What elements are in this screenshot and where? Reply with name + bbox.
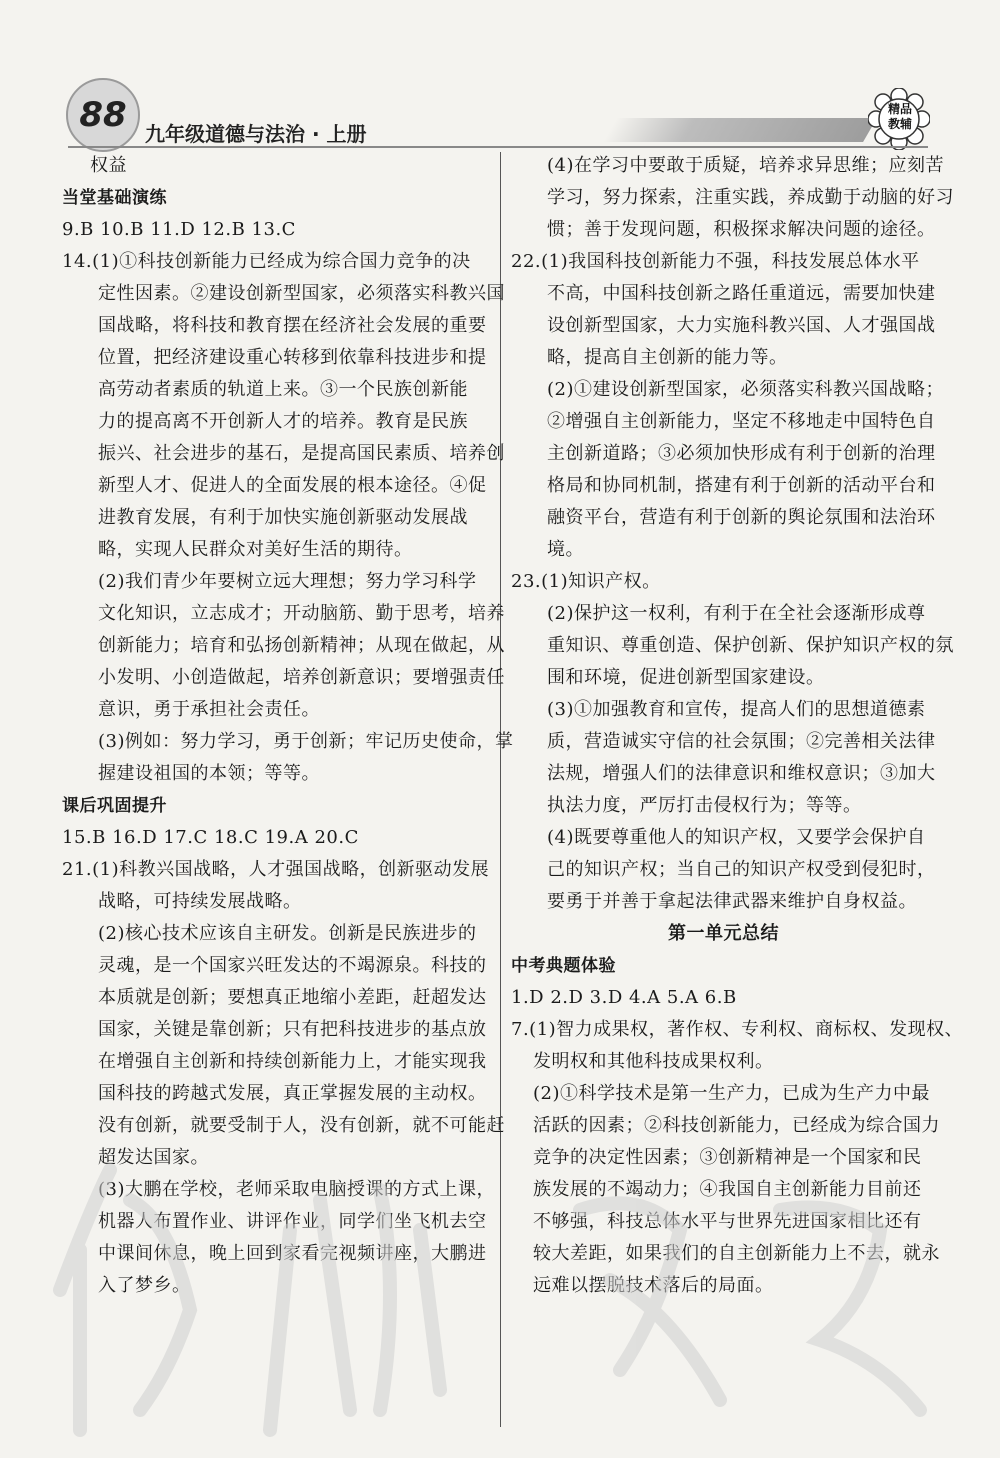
logo-line-2: 教辅 bbox=[887, 117, 912, 131]
text-line: 中考典题体验 bbox=[511, 956, 616, 976]
text-line: 本质就是创新；要想真正地缩小差距，赶超发达 bbox=[98, 987, 487, 1008]
text-line: 竞争的决定性因素；③创新精神是一个国家和民 bbox=[533, 1147, 922, 1168]
text-line: 21.(1)科教兴国战略，人才强国战略，创新驱动发展 bbox=[62, 859, 490, 880]
text-line: (3)①加强教育和宣传，提高人们的思想道德素 bbox=[547, 699, 926, 720]
text-line: 族发展的不竭动力；④我国自主创新能力目前还 bbox=[533, 1179, 922, 1200]
text-line: 握建设祖国的本领；等等。 bbox=[98, 763, 320, 784]
text-line: 灵魂，是一个国家兴旺发达的不竭源泉。科技的 bbox=[98, 955, 487, 976]
text-line: (2)核心技术应该自主研发。创新是民族进步的 bbox=[98, 923, 477, 944]
text-line: 入了梦乡。 bbox=[98, 1275, 191, 1296]
text-line: 要勇于并善于拿起法律武器来维护自身权益。 bbox=[547, 891, 917, 912]
logo-line-1: 精品 bbox=[887, 102, 912, 116]
text-line: 7.(1)智力成果权，著作权、专利权、商标权、发现权、 bbox=[511, 1019, 964, 1040]
text-line: 国战略，将科技和教育摆在经济社会发展的重要 bbox=[98, 315, 487, 336]
text-line: 14.(1)①科技创新能力已经成为综合国力竞争的决 bbox=[62, 251, 471, 272]
page-number-badge bbox=[66, 78, 140, 152]
text-line: 进教育发展，有利于加快实施创新驱动发展战 bbox=[98, 507, 468, 528]
text-line: 课后巩固提升 bbox=[62, 796, 167, 816]
text-line: 远难以摆脱技术落后的局面。 bbox=[533, 1275, 774, 1296]
text-line: 定性因素。②建设创新型国家，必须落实科教兴国 bbox=[98, 283, 505, 304]
text-line: (4)在学习中要敢于质疑，培养求异思维；应刻苦 bbox=[547, 155, 944, 176]
text-line: 略，实现人民群众对美好生活的期待。 bbox=[98, 539, 413, 560]
text-line: 振兴、社会进步的基石，是提高国民素质、培养创 bbox=[98, 443, 505, 464]
text-line: 小发明、小创造做起，培养创新意识；要增强责任 bbox=[98, 667, 505, 688]
text-line: 惯；善于发现问题，积极探求解决问题的途径。 bbox=[547, 219, 936, 240]
text-line: (2)①建设创新型国家，必须落实科教兴国战略； bbox=[547, 379, 944, 400]
column-divider bbox=[500, 152, 501, 1427]
logo-text bbox=[878, 102, 922, 132]
text-line: 国科技的跨越式发展，真正掌握发展的主动权。 bbox=[98, 1083, 487, 1104]
text-line: (2)我们青少年要树立远大理想；努力学习科学 bbox=[98, 571, 477, 592]
page-number: 88 bbox=[79, 95, 127, 135]
header-rule bbox=[68, 146, 928, 148]
text-line: 15.B 16.D 17.C 18.C 19.A 20.C bbox=[62, 827, 359, 848]
book-title: 九年级道德与法治 · 上册 bbox=[145, 122, 367, 146]
page-header bbox=[0, 0, 1000, 150]
text-line: 较大差距，如果我们的自主创新能力上不去，就永 bbox=[533, 1243, 940, 1264]
text-line: 没有创新，就要受制于人，没有创新，就不可能赶 bbox=[98, 1115, 505, 1136]
text-line: 融资平台，营造有利于创新的舆论氛围和法治环 bbox=[547, 507, 936, 528]
text-line: (2)①科学技术是第一生产力，已成为生产力中最 bbox=[533, 1083, 930, 1104]
text-line: 9.B 10.B 11.D 12.B 13.C bbox=[62, 219, 296, 240]
text-line: 23.(1)知识产权。 bbox=[511, 571, 661, 592]
text-line: 创新能力；培育和弘扬创新精神；从现在做起，从 bbox=[98, 635, 505, 656]
text-line: 设创新型国家，大力实施科教兴国、人才强国战 bbox=[547, 315, 936, 336]
text-line: 主创新道路；③必须加快形成有利于创新的治理 bbox=[547, 443, 936, 464]
text-line: (2)保护这一权利，有利于在全社会逐渐形成尊 bbox=[547, 603, 926, 624]
text-line: ②增强自主创新能力，坚定不移地走中国特色自 bbox=[547, 411, 936, 432]
text-line: 高劳动者素质的轨道上来。③一个民族创新能 bbox=[98, 379, 468, 400]
text-line: 意识，勇于承担社会责任。 bbox=[98, 699, 320, 720]
text-line: 位置，把经济建设重心转移到依靠科技进步和提 bbox=[98, 347, 487, 368]
text-line: 权益 bbox=[90, 155, 127, 176]
text-line: 境。 bbox=[547, 539, 584, 560]
text-line: 国家，关键是靠创新；只有把科技进步的基点放 bbox=[98, 1019, 487, 1040]
text-line: 超发达国家。 bbox=[98, 1147, 209, 1168]
text-line: 文化知识，立志成才；开动脑筋、勤于思考，培养 bbox=[98, 603, 505, 624]
text-line: 学习，努力探索，注重实践，养成勤于动脑的好习 bbox=[547, 187, 954, 208]
header-decorative-band bbox=[603, 118, 877, 142]
text-line: 机器人布置作业、讲评作业，同学们坐飞机去空 bbox=[98, 1211, 487, 1232]
text-line: 活跃的因素；②科技创新能力，已经成为综合国力 bbox=[533, 1115, 940, 1136]
text-line: 执法力度，严厉打击侵权行为；等等。 bbox=[547, 795, 862, 816]
text-line: 重知识、尊重创造、保护创新、保护知识产权的氛 bbox=[547, 635, 954, 656]
text-line: 第一单元总结 bbox=[668, 923, 779, 944]
text-line: 己的知识产权；当自己的知识产权受到侵犯时， bbox=[547, 859, 936, 880]
text-line: 不高，中国科技创新之路任重道远，需要加快建 bbox=[547, 283, 936, 304]
text-line: 1.D 2.D 3.D 4.A 5.A 6.B bbox=[511, 987, 737, 1008]
text-line: 当堂基础演练 bbox=[62, 188, 167, 208]
text-line: 在增强自主创新和持续创新能力上，才能实现我 bbox=[98, 1051, 487, 1072]
text-line: 力的提高离不开创新人才的培养。教育是民族 bbox=[98, 411, 468, 432]
text-line: 中课间休息，晚上回到家看完视频讲座，大鹏进 bbox=[98, 1243, 487, 1264]
text-line: 战略，可持续发展战略。 bbox=[98, 891, 302, 912]
right-column bbox=[511, 150, 964, 1302]
text-line: 不够强，科技总体水平与世界先进国家相比还有 bbox=[533, 1211, 922, 1232]
text-line: (3)例如：努力学习，勇于创新；牢记历史使命，掌 bbox=[98, 731, 514, 752]
left-column bbox=[62, 150, 514, 1302]
text-line: 质，营造诚实守信的社会氛围；②完善相关法律 bbox=[547, 731, 936, 752]
text-line: (3)大鹏在学校，老师采取电脑授课的方式上课， bbox=[98, 1179, 495, 1200]
text-line: 新型人才、促进人的全面发展的根本途径。④促 bbox=[98, 475, 487, 496]
text-line: (4)既要尊重他人的知识产权，又要学会保护自 bbox=[547, 827, 926, 848]
text-line: 围和环境，促进创新型国家建设。 bbox=[547, 667, 825, 688]
text-line: 法规，增强人们的法律意识和维权意识；③加大 bbox=[547, 763, 936, 784]
text-line: 格局和协同机制，搭建有利于创新的活动平台和 bbox=[547, 475, 936, 496]
text-line: 22.(1)我国科技创新能力不强，科技发展总体水平 bbox=[511, 251, 920, 272]
text-line: 发明权和其他科技成果权利。 bbox=[533, 1051, 774, 1072]
text-line: 略，提高自主创新的能力等。 bbox=[547, 347, 788, 368]
